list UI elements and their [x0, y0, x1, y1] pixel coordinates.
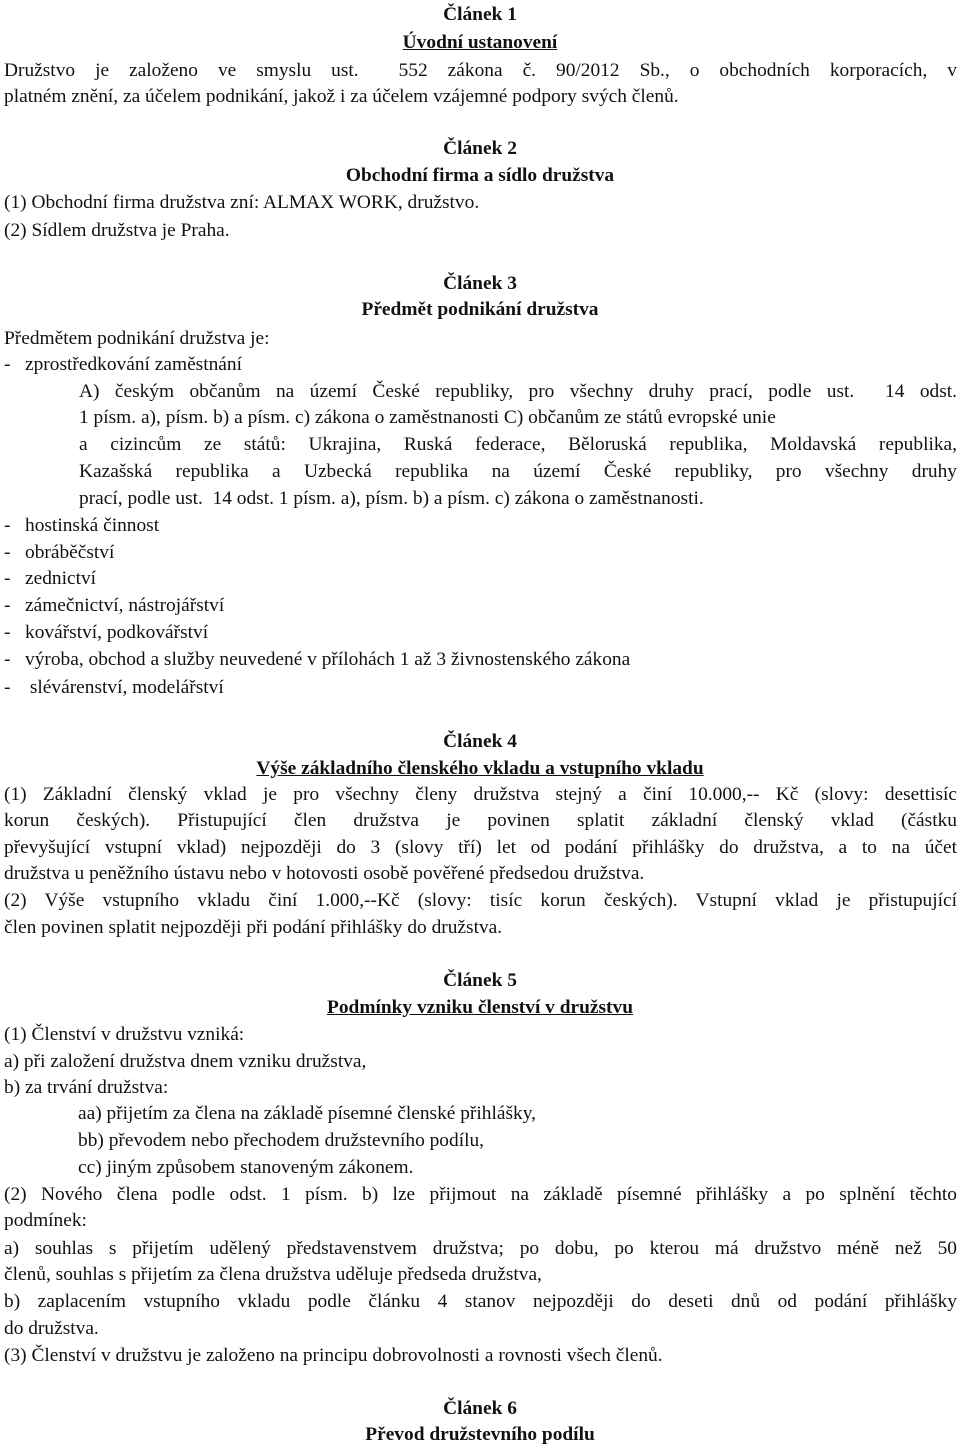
article-5-line: b) zaplacením vstupního vkladu podle článku 4 stanov nejpozději do deseti dnů od podání přihlášky: [4, 1291, 957, 1312]
list-subitem-line: a cizincům ze států: Ukrajina, Ruská federace, Běloruská republika, Moldavská republika,: [79, 434, 957, 455]
article-3-number: Článek 3: [443, 273, 517, 294]
article-5-title: Podmínky vzniku členství v družstvu: [327, 997, 633, 1018]
list-item: - zednictví: [4, 568, 97, 589]
list-subitem-line: prací, podle ust. 14 odst. 1 písm. a), písm. b) a písm. c) zákona o zaměstnanosti.: [79, 488, 704, 509]
article-5-line: a) při založení družstva dnem vzniku družstva,: [4, 1051, 367, 1072]
list-subitem-line: bb) převodem nebo přechodem družstevního podílu,: [78, 1130, 485, 1151]
article-5-line: a) souhlas s přijetím udělený představenstvem družstva; po dobu, po kterou má družstvo méně než 50: [4, 1238, 957, 1259]
article-2-clause-1: (1) Obchodní firma družstva zní: ALMAX WORK, družstvo.: [4, 192, 480, 213]
article-5-line: (2) Nového člena podle odst. 1 písm. b) lze přijmout na základě písemné přihlášky a po splnění těchto: [4, 1184, 957, 1205]
article-3-intro: Předmětem podnikání družstva je:: [4, 328, 270, 349]
article-5-number: Článek 5: [443, 970, 517, 991]
list-item: - slévárenství, modelářství: [4, 677, 224, 698]
article-5-line: b) za trvání družstva:: [4, 1077, 169, 1098]
article-4-number: Článek 4: [443, 731, 517, 752]
list-subitem-line: aa) přijetím za člena na základě písemné členské přihlášky,: [78, 1103, 536, 1124]
article-2-title: Obchodní firma a sídlo družstva: [345, 165, 615, 186]
article-5-line: do družstva.: [4, 1318, 99, 1339]
article-1-paragraph-line: platném znění, za účelem podnikání, jakož i za účelem vzájemné podpory svých členů.: [4, 86, 679, 107]
list-item: - zprostředkování zaměstnání: [4, 354, 242, 375]
list-subitem-line: 1 písm. a), písm. b) a písm. c) zákona o zaměstnanosti C) občanům ze států evropské unie: [79, 407, 776, 428]
list-item: - zámečnictví, nástrojářství: [4, 595, 225, 616]
list-item: - kovářství, podkovářství: [4, 622, 209, 643]
list-subitem-line: A) českým občanům na území České republiky, pro všechny druhy prací, podle ust. 14 odst.: [79, 381, 957, 402]
article-2-clause-2: (2) Sídlem družstva je Praha.: [4, 220, 230, 241]
article-3-title: Předmět podnikání družstva: [361, 299, 599, 320]
article-5-line: (3) Členství v družstvu je založeno na principu dobrovolnosti a rovnosti všech členů.: [4, 1345, 663, 1366]
article-2-number: Článek 2: [443, 138, 517, 159]
list-subitem-line: Kazašská republika a Uzbecká republika na území České republiky, pro všechny druhy: [79, 461, 957, 482]
list-item: - výroba, obchod a služby neuvedené v přílohách 1 až 3 živnostenského zákona: [4, 649, 631, 670]
list-item: - hostinská činnost: [4, 515, 160, 536]
article-5-line: podmínek:: [4, 1210, 87, 1231]
article-6-title: Převod družstevního podílu: [365, 1424, 595, 1445]
list-subitem-line: cc) jiným způsobem stanoveným zákonem.: [78, 1157, 414, 1178]
article-6-number: Článek 6: [443, 1398, 517, 1419]
article-4-paragraph-line: (2) Výše vstupního vkladu činí 1.000,--Kč (slovy: tisíc korun českých). Vstupní vklad je přistupující: [4, 890, 957, 911]
article-4-paragraph-line: družstva u peněžního ústavu nebo v hotovosti osobě pověřené předsedou družstva.: [4, 863, 645, 884]
article-4-paragraph-line: (1) Základní členský vklad je pro všechny členy družstva stejný a činí 10.000,-- Kč (slovy: desettisíc: [4, 784, 957, 805]
article-4-paragraph-line: korun českých). Přistupující člen družstva je povinen splatit základní členský vklad (částku: [4, 810, 957, 831]
list-item: - obráběčství: [4, 542, 115, 563]
article-4-paragraph-line: člen povinen splatit nejpozději při podání přihlášky do družstva.: [4, 917, 503, 938]
article-1-title: Úvodní ustanovení: [402, 32, 558, 53]
article-1-paragraph-line: Družstvo je založeno ve smyslu ust. 552 zákona č. 90/2012 Sb., o obchodních korporacích, v: [4, 60, 957, 81]
article-5-line: (1) Členství v družstvu vzniká:: [4, 1024, 245, 1045]
article-1-number: Článek 1: [443, 4, 517, 25]
article-5-line: členů, souhlas s přijetím za člena družstva uděluje předseda družstva,: [4, 1264, 542, 1285]
article-4-paragraph-line: převyšující vstupní vklad) nejpozději do 3 (slovy tří) let od podání přihlášky do družstva, a to na účet: [4, 837, 957, 858]
article-4-title: Výše základního členského vkladu a vstupního vkladu: [256, 758, 704, 779]
